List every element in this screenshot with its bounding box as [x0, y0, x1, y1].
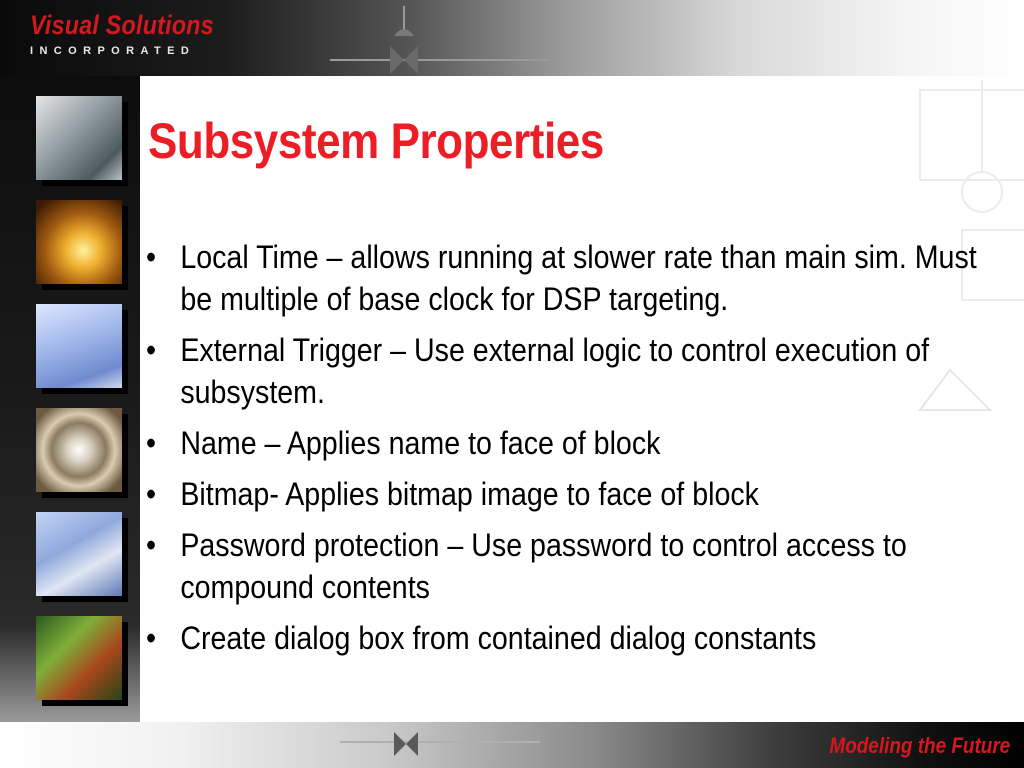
- bullet-marker: •: [146, 425, 157, 461]
- bullet-marker: •: [146, 332, 157, 368]
- bullet-marker: •: [146, 239, 157, 275]
- bullet-text: External Trigger – Use external logic to control execution of subsystem.: [180, 332, 930, 410]
- bullet-item: [146, 329, 999, 413]
- bullet-item: [146, 617, 999, 659]
- bullet-text: Name – Applies name to face of block: [180, 425, 661, 461]
- bullet-marker: •: [146, 476, 157, 512]
- gears-image: [36, 616, 122, 700]
- bullet-item: [146, 236, 999, 320]
- bullet-marker: •: [146, 620, 157, 656]
- bullet-item: [146, 524, 999, 608]
- footer-tagline: Modeling the Future: [829, 733, 1010, 758]
- footer-valve-schematic-icon: [340, 722, 540, 768]
- wheel-sunset-image: [36, 200, 122, 284]
- bullet-text: Bitmap- Applies bitmap image to face of block: [180, 476, 759, 512]
- slide-title: Subsystem Properties: [148, 113, 604, 169]
- industrial-pipes-image: [36, 96, 122, 180]
- brand-subtitle: INCORPORATED: [30, 45, 196, 57]
- bullet-text: Create dialog box from contained dialog constants: [180, 620, 817, 656]
- bullet-list: [146, 236, 1006, 668]
- valve-schematic-icon: [330, 0, 550, 76]
- brand-logo: [30, 12, 244, 57]
- wind-turbines-image: [36, 304, 122, 388]
- bullet-item: [146, 422, 999, 464]
- bullet-text: Local Time – allows running at slower rate than main sim. Must be multiple of base clock for DSP targeting.: [180, 239, 977, 317]
- brand-name: Visual Solutions: [30, 10, 214, 40]
- bullet-marker: •: [146, 527, 157, 563]
- satellite-dish-image: [36, 512, 122, 596]
- jet-engine-image: [36, 408, 122, 492]
- bullet-item: [146, 473, 999, 515]
- bullet-text: Password protection – Use password to control access to compound contents: [180, 527, 907, 605]
